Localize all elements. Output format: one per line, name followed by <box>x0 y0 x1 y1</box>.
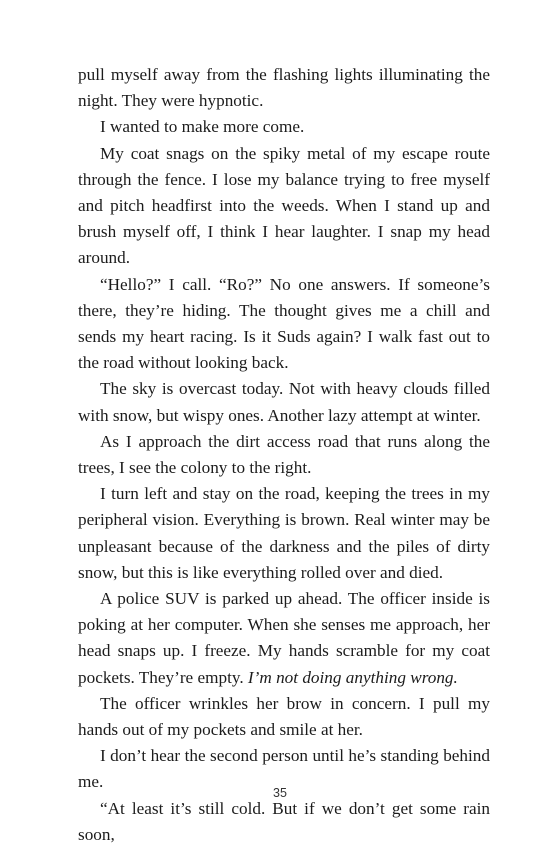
paragraph: My coat snags on the spiky metal of my escape route through the fence. I lose my balance trying to free myself and pitch headfirst into the weeds. When I stand up and brush myself off, I think I hear laughter. I snap my head around. <box>78 143 490 268</box>
page-number: 35 <box>273 786 287 800</box>
body-text <box>78 62 490 848</box>
paragraph: “At least it’s still cold. But if we don’t get some rain soon, <box>78 798 490 844</box>
paragraph: As I approach the dirt access road that runs along the trees, I see the colony to the right. <box>78 431 490 478</box>
paragraph <box>78 586 490 691</box>
paragraph: “Hello?” I call. “Ro?” No one answers. If someone’s there, they’re hiding. The thought gives me a chill and sends my heart racing. Is it Suds again? I walk fast out to the road without looking back. <box>78 274 490 373</box>
italic-thought: I’m not doing anything wrong. <box>247 667 458 687</box>
paragraph: pull myself away from the flashing lights illuminating the night. They were hypnotic. <box>78 65 490 111</box>
paragraph: I don’t hear the second person until he’s standing behind me. <box>78 746 490 792</box>
paragraph: The sky is overcast today. Not with heavy clouds filled with snow, but wispy ones. Another lazy attempt at winter. <box>78 379 490 425</box>
paragraph: I turn left and stay on the road, keeping the trees in my peripheral vision. Everything is brown. Real winter may be unpleasant because of the darkness and the piles of dirty snow, but this is like everything rolled over and died. <box>78 484 490 582</box>
paragraph-text: A police SUV is parked up ahead. The officer inside is poking at her computer. When she senses me approach, her head snaps up. I freeze. My hands scramble for my coat pockets. They’re empty. <box>78 589 490 687</box>
paragraph: I wanted to make more come. <box>100 117 305 137</box>
paragraph: The officer wrinkles her brow in concern. I pull my hands out of my pockets and smile at her. <box>78 693 490 740</box>
